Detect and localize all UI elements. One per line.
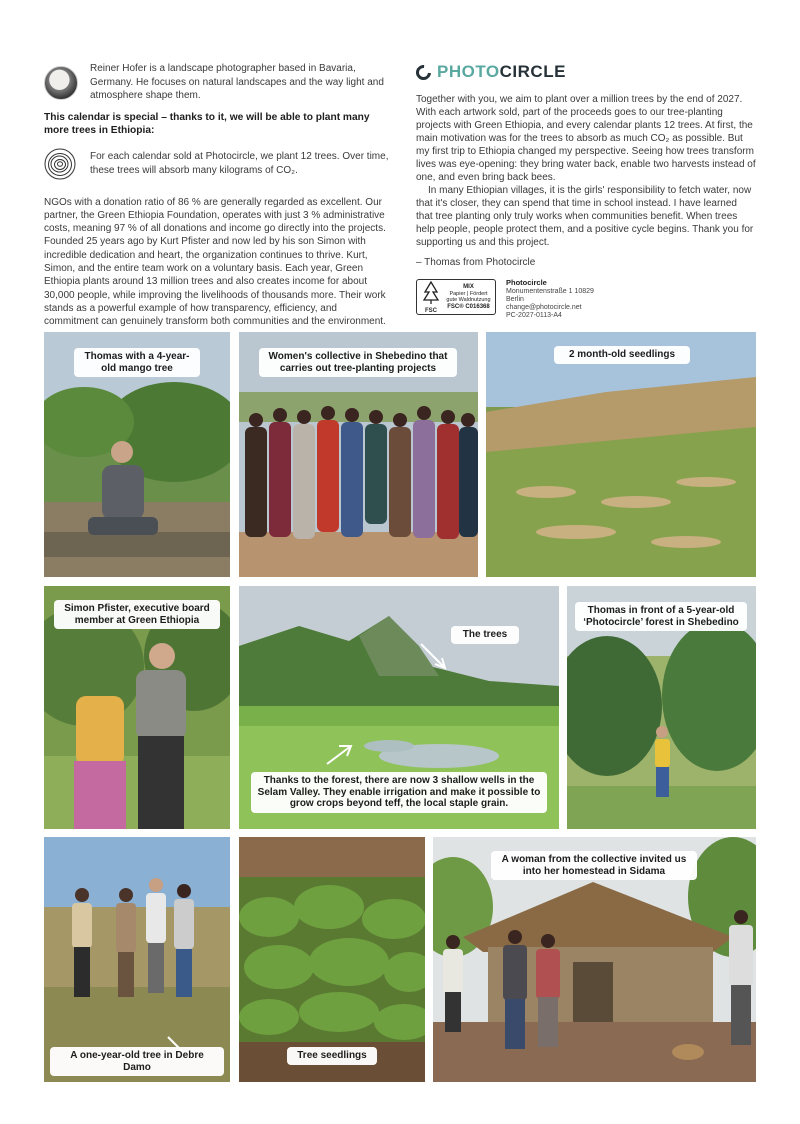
intro-column bbox=[44, 62, 394, 328]
caption-the-trees: The trees bbox=[451, 626, 519, 644]
photo-thomas-forest bbox=[567, 586, 756, 829]
photo-simon-pfister bbox=[44, 586, 230, 829]
letter-paragraph-1: Together with you, we aim to plant over a million trees by the end of 2027. With each artwork sold, part of the proceeds goes to our tree-planting projects with Green Ethiopia, and every calendar plants 12 trees. At first, the main motivation was for the trees to absorb as much CO₂ as possible. But my first trip to Ethiopia changed my perspective. Seeing how trees transform lives was eye-opening: they bring water back, enable two harvests instead of one, and even bring back bees. bbox=[416, 94, 756, 183]
tree-note bbox=[44, 148, 394, 180]
fsc-code: FSC® C016368 bbox=[447, 303, 490, 310]
photo-sidama-homestead bbox=[433, 837, 756, 1082]
tree-ring-icon bbox=[44, 148, 76, 180]
letter-signature: – Thomas from Photocircle bbox=[416, 257, 536, 268]
city: Berlin bbox=[506, 296, 524, 303]
fsc-tag: FSC bbox=[425, 308, 437, 314]
fsc-label bbox=[416, 279, 496, 315]
letter-paragraph-2: In many Ethiopian villages, it is the girls' responsibility to fetch water, now that it's closer, they can spend that time in school instead. I have learned that tree planting only truly works when communities benefit. When trees help people, people protect them, and a positive cycle begins. Thank you for supporting us and this project. bbox=[416, 185, 754, 248]
photo-image bbox=[239, 837, 425, 1082]
letter-column bbox=[416, 62, 756, 320]
photo-thomas-mango-tree bbox=[44, 332, 230, 577]
photo-image bbox=[486, 332, 756, 577]
fsc-tree-icon bbox=[420, 280, 442, 308]
photo-womens-collective bbox=[239, 332, 478, 577]
caption-thomas-mango: Thomas with a 4-year-old mango tree bbox=[74, 348, 200, 377]
company-name: Photocircle bbox=[506, 278, 547, 287]
imprint-address bbox=[506, 279, 594, 320]
caption-thomas-forest: Thomas in front of a 5-year-old ‘Photocircle’ forest in Shebedino bbox=[575, 602, 747, 631]
photo-image bbox=[44, 837, 230, 1082]
fsc-line-2: gute Waldnutzung bbox=[446, 297, 491, 303]
fsc-mix: MIX bbox=[463, 284, 474, 290]
photo-tree-seedlings bbox=[239, 837, 425, 1082]
tree-note-text: For each calendar sold at Photocircle, we plant 12 trees. Over time, these trees will absorb many kilograms of CO₂. bbox=[90, 151, 389, 176]
author-block bbox=[44, 62, 394, 103]
product-ref: PC-2027-0113-A4 bbox=[506, 312, 562, 319]
photocircle-logo bbox=[416, 62, 756, 82]
logo-part-photo: PHOTO bbox=[437, 62, 500, 81]
author-avatar bbox=[44, 66, 78, 100]
special-heading: This calendar is special – thanks to it, we will be able to plant many more trees in Ethiopia: bbox=[44, 111, 370, 136]
caption-selam-valley: Thanks to the forest, there are now 3 shallow wells in the Selam Valley. They enable irrigation and make it possible to grow crops beyond teff, the local staple grain. bbox=[251, 772, 547, 813]
caption-debre-damo: A one-year-old tree in Debre Damo bbox=[50, 1047, 224, 1076]
fsc-text bbox=[445, 284, 492, 310]
caption-tree-seedlings: Tree seedlings bbox=[287, 1047, 377, 1065]
fsc-logo bbox=[420, 280, 442, 314]
caption-simon-pfister: Simon Pfister, executive board member at Green Ethiopia bbox=[54, 600, 220, 629]
photo-2-month-seedlings bbox=[486, 332, 756, 577]
author-bio: Reiner Hofer is a landscape photographer based in Bavaria, Germany. He focuses on natural landscapes and the way light and atmosphere shape them. bbox=[90, 63, 384, 101]
ngo-paragraph: NGOs with a donation ratio of 86 % are generally regarded as excellent. Our partner, the Green Ethiopia Foundation, operates with just 3 % administrative costs, meaning 97 % of all donations and income go directly into the projects. Founded 25 years ago by Kurt Pfister and now led by his son Simon with incredible dedication and heart, the organization continues to thrive. Kurt, Simon, and the entire team work on a voluntary basis. Each year, Green Ethiopia plants around 13 million trees and also creates income for about 30,000 people, while improving the livelihoods of thousands more. Their work stands as a powerful example of how transparency, efficiency, and commitment can genuinely transform both communities and the environment. bbox=[44, 196, 386, 328]
caption-sidama-homestead: A woman from the collective invited us into her homestead in Sidama bbox=[491, 851, 697, 880]
logo-part-circle: CIRCLE bbox=[499, 62, 566, 81]
photo-debre-damo bbox=[44, 837, 230, 1082]
photo-selam-valley bbox=[239, 586, 559, 829]
imprint-row bbox=[416, 279, 756, 320]
email: change@photocircle.net bbox=[506, 304, 582, 311]
logo-mark-icon bbox=[413, 61, 434, 82]
caption-womens-collective: Women's collective in Shebedino that carries out tree-planting projects bbox=[259, 348, 457, 377]
fsc-line-1: Papier | Fördert bbox=[449, 290, 488, 297]
caption-2-month-seedlings: 2 month-old seedlings bbox=[554, 346, 690, 364]
street: Monumentenstraße 1 10829 bbox=[506, 288, 594, 295]
